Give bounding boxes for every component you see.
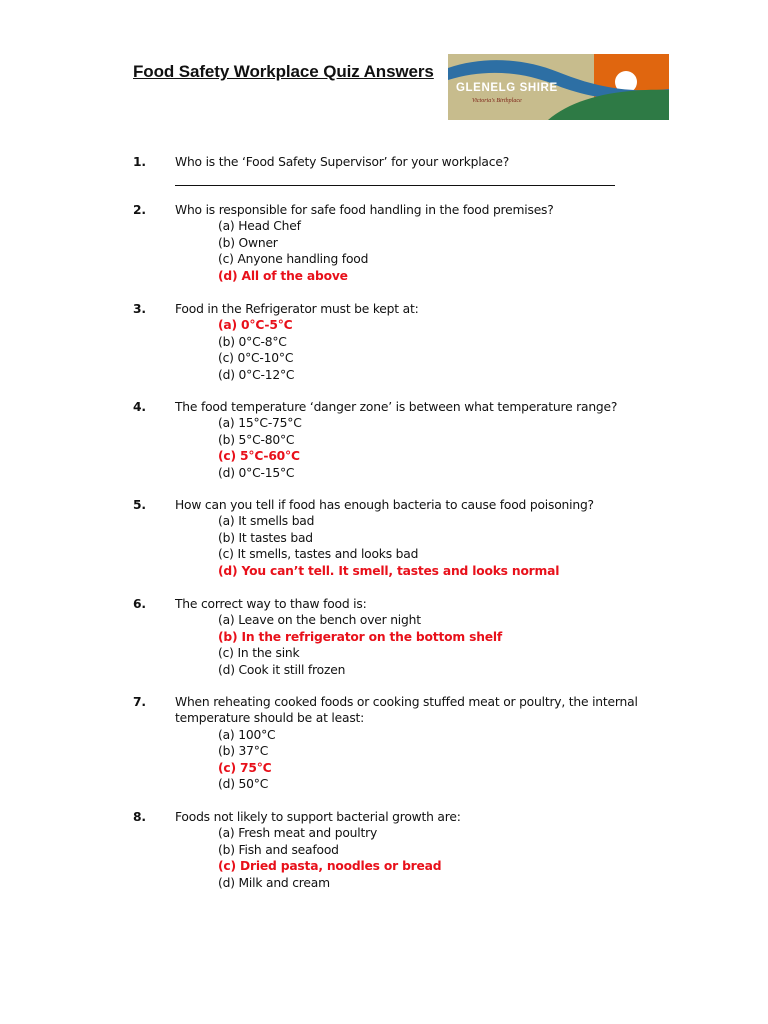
option-b: (b) 0°C-8°C [218,334,287,349]
option-b: (b) 37°C [218,744,269,759]
option-a: (a) Fresh meat and poultry [218,826,378,841]
question-number: 3. [133,302,146,316]
question-6 [0,596,768,678]
option-d: (d) 50°C [218,777,269,792]
option-b: (b) Owner [218,235,278,250]
question-2 [0,202,768,284]
question-number: 8. [133,810,146,824]
question-text: How can you tell if food has enough bacteria to cause food poisoning? [175,498,594,512]
option-a-correct: (a) 0°C-5°C [218,318,293,333]
logo-tagline: Victoria's Birthplace [472,98,522,104]
option-a: (a) Leave on the bench over night [218,613,421,628]
option-d-correct: (d) You can’t tell. It smell, tastes and looks normal [218,563,560,578]
glenelg-shire-logo [448,54,669,120]
question-text: When reheating cooked foods or cooking stuffed meat or poultry, the internal temperature should be at least: [175,695,638,726]
option-a: (a) 15°C-75°C [218,416,302,431]
option-d: (d) Milk and cream [218,875,330,890]
question-4 [0,399,768,481]
question-7 [0,694,768,792]
option-c-correct: (c) 75°C [218,760,272,775]
question-number: 2. [133,203,146,217]
option-c-correct: (c) Dried pasta, noodles or bread [218,859,442,874]
option-b: (b) 5°C-80°C [218,432,295,447]
question-8 [0,809,768,891]
option-c-correct: (c) 5°C-60°C [218,449,300,464]
logo-wordmark: GLENELG SHIRE [456,82,558,94]
question-text: Who is the ‘Food Safety Supervisor’ for your workplace? [175,155,510,169]
option-c: (c) Anyone handling food [218,252,369,267]
question-number: 4. [133,400,146,414]
question-text: The correct way to thaw food is: [175,597,367,611]
answer-line [175,185,615,186]
option-c: (c) It smells, tastes and looks bad [218,547,419,562]
option-d: (d) 0°C-15°C [218,465,295,480]
question-text: Foods not likely to support bacterial growth are: [175,810,461,824]
question-number: 5. [133,498,146,512]
option-d: (d) Cook it still frozen [218,662,346,677]
question-text: The food temperature ‘danger zone’ is between what temperature range? [175,400,618,414]
option-c: (c) In the sink [218,646,300,661]
option-b-correct: (b) In the refrigerator on the bottom shelf [218,629,503,644]
option-d-correct: (d) All of the above [218,268,348,283]
question-number: 7. [133,695,146,709]
option-a: (a) 100°C [218,727,276,742]
question-3 [0,301,768,383]
question-1 [0,154,768,186]
option-c: (c) 0°C-10°C [218,351,294,366]
page-title: Food Safety Workplace Quiz Answers [133,62,434,81]
option-b: (b) It tastes bad [218,530,313,545]
question-number: 1. [133,155,146,169]
option-b: (b) Fish and seafood [218,842,339,857]
option-d: (d) 0°C-12°C [218,367,295,382]
option-a: (a) Head Chef [218,219,301,234]
question-number: 6. [133,597,146,611]
question-text: Food in the Refrigerator must be kept at: [175,302,419,316]
option-a: (a) It smells bad [218,514,315,529]
question-5 [0,497,768,579]
question-text: Who is responsible for safe food handling in the food premises? [175,203,554,217]
